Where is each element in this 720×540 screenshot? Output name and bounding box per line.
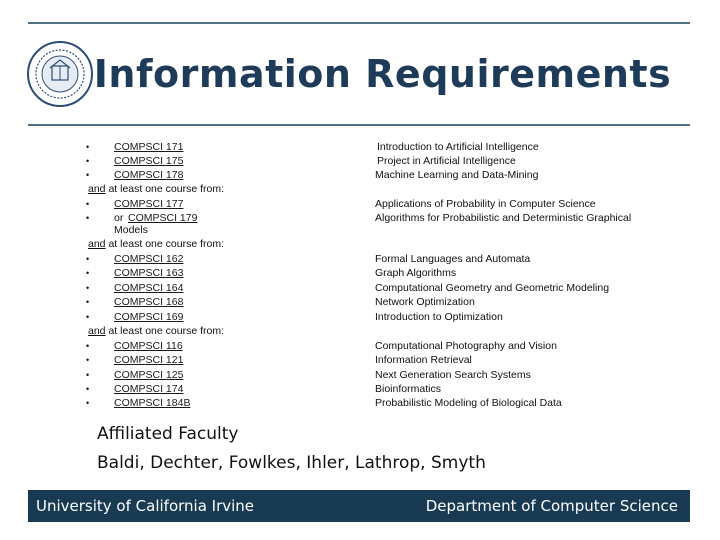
course-desc: Project in Artificial Intelligence [377,155,516,167]
and-line [88,182,224,196]
bullet: • [86,142,90,152]
and-text: at least one course from: [105,238,225,250]
course-desc: Computational Photography and Vision [375,340,557,352]
course-desc: Next Generation Search Systems [375,369,531,381]
course-link-162[interactable]: COMPSCI 162 [114,253,184,265]
bullet: • [86,370,90,380]
affiliated-faculty-heading: Affiliated Faculty [97,424,239,444]
bullet: • [86,283,90,293]
bullet: • [86,341,90,351]
bullet: • [86,156,90,166]
course-link-164[interactable]: COMPSCI 164 [114,282,184,294]
footer-department: Department of Computer Science [425,497,678,515]
course-link-175[interactable]: COMPSCI 175 [114,155,184,167]
course-link-125[interactable]: COMPSCI 125 [114,369,184,381]
page-title: Information Requirements [93,52,672,96]
bullet: • [86,213,90,223]
course-link-168[interactable]: COMPSCI 168 [114,296,184,308]
and-line [88,324,224,338]
course-link-121[interactable]: COMPSCI 121 [114,354,184,366]
footer-university: University of California Irvine [36,497,255,515]
course-desc: Formal Languages and Automata [375,253,531,265]
bullet: • [86,312,90,322]
and-text: at least one course from: [105,325,225,337]
course-desc: Probabilistic Modeling of Biological Data [375,397,562,409]
and-line [88,237,224,251]
course-desc: Introduction to Optimization [375,311,503,323]
course-desc-continued: Models [114,224,148,236]
course-link-163[interactable]: COMPSCI 163 [114,267,184,279]
bullet: • [86,398,90,408]
top-rule [28,22,690,24]
course-desc: Introduction to Artificial Intelligence [377,141,539,153]
course-desc: Graph Algorithms [375,267,457,279]
bullet: • [86,199,90,209]
and-word: and [88,325,106,337]
course-link-179[interactable]: COMPSCI 179 [128,212,198,224]
bullet: • [86,254,90,264]
and-word: and [88,183,106,195]
course-link-116[interactable]: COMPSCI 116 [114,340,183,352]
course-link-177[interactable]: COMPSCI 177 [114,198,184,210]
course-desc: Information Retrieval [375,354,472,366]
course-link-174[interactable]: COMPSCI 174 [114,383,184,395]
title-rule [28,124,690,126]
footer-bar [28,490,690,522]
course-desc: Bioinformatics [375,383,441,395]
bullet: • [86,297,90,307]
bullet: • [86,268,90,278]
bullet: • [86,384,90,394]
course-link-169[interactable]: COMPSCI 169 [114,311,184,323]
course-link-171[interactable]: COMPSCI 171 [114,141,184,153]
and-word: and [88,238,106,250]
course-desc: Machine Learning and Data-Mining [375,169,539,181]
and-text: at least one course from: [105,183,225,195]
course-desc: Algorithms for Probabilistic and Deterministic Graphical [375,212,632,224]
course-desc: Applications of Probability in Computer Science [375,198,596,210]
bullet: • [86,170,90,180]
course-link-178[interactable]: COMPSCI 178 [114,169,184,181]
affiliated-faculty-names: Baldi, Dechter, Fowlkes, Ihler, Lathrop, Smyth [97,453,486,473]
course-desc: Network Optimization [375,296,475,308]
course-link-184b[interactable]: COMPSCI 184B [114,397,191,409]
bullet: • [86,355,90,365]
or-prefix: or [114,212,124,224]
course-desc: Computational Geometry and Geometric Modeling [375,282,610,294]
